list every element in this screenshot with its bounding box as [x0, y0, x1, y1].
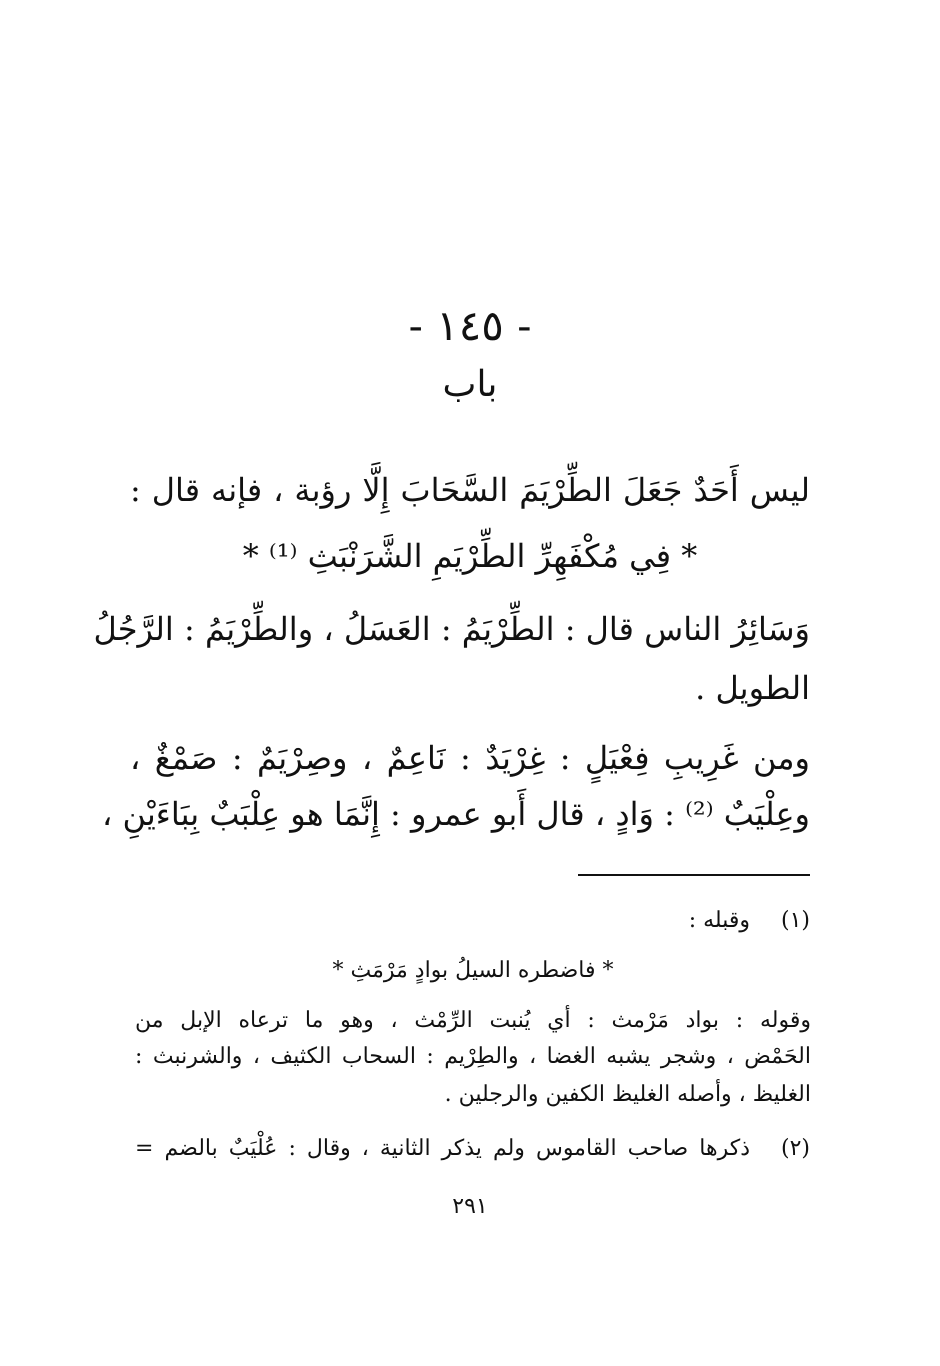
- footnote-1-line-1: وقوله : بواد مَرْمث : أي يُنبت الرِّمْث ، وهو ما ترعاه الإبل من: [135, 1008, 811, 1033]
- verse-line: * فِي مُكْفَهِرِّ الطِّرْيَمِ الشَّرَنْبَثِ ⁽¹⁾ *: [242, 537, 698, 575]
- chapter-title: باب: [442, 364, 498, 405]
- footnote-separator: [578, 874, 810, 876]
- footnote-1-line-3: الغليظ ، وأصله الغليظ الكفين والرجلين .: [444, 1082, 811, 1107]
- footnote-1-line-2: الحَمْض ، وشجر يشبه الغضا ، والطِرْيم : السحاب الكثيف ، والشرنبث :: [135, 1044, 811, 1069]
- body-line-5: ومن غَرِيبِ فِعْيَلٍ : غِرْيَدٌ : نَاعِمٌ ، وصِرْيَمٌ : صَمْغٌ ،: [130, 739, 810, 777]
- footnote-1-verse: * فاضطره السيلُ بوادٍ مَرْمَثِ *: [332, 958, 614, 983]
- body-line-4: الطويل .: [695, 669, 810, 707]
- footnote-1-intro: وقبله :: [688, 908, 750, 933]
- footnote-1-number: (١): [780, 908, 810, 933]
- chapter-number: - ١٤٥ -: [408, 301, 532, 350]
- footnote-2-text: ذكرها صاحب القاموس ولم يذكر الثانية ، وقال : عُلْيَبٌ بالضم =: [135, 1136, 750, 1161]
- body-line-6: وعِلْيَبٌ ⁽²⁾ : وَادٍ ، قال أَبو عمرو : إِنَّمَا هو عِلْبَبٌ بِبَاءَيْنِ ،: [102, 795, 810, 833]
- body-line-3: وَسَائِرُ الناس قال : الطِّرْيَمُ : العَسَلُ ، والطِّرْيَمُ : الرَّجُلُ: [93, 610, 810, 648]
- body-line-1: ليس أَحَدٌ جَعَلَ الطِّرْيَمَ السَّحَابَ إِلَّا رؤبة ، فإنه قال :: [130, 471, 810, 509]
- footnote-2-number: (٢): [780, 1136, 810, 1161]
- page-number: ٢٩١: [452, 1194, 488, 1219]
